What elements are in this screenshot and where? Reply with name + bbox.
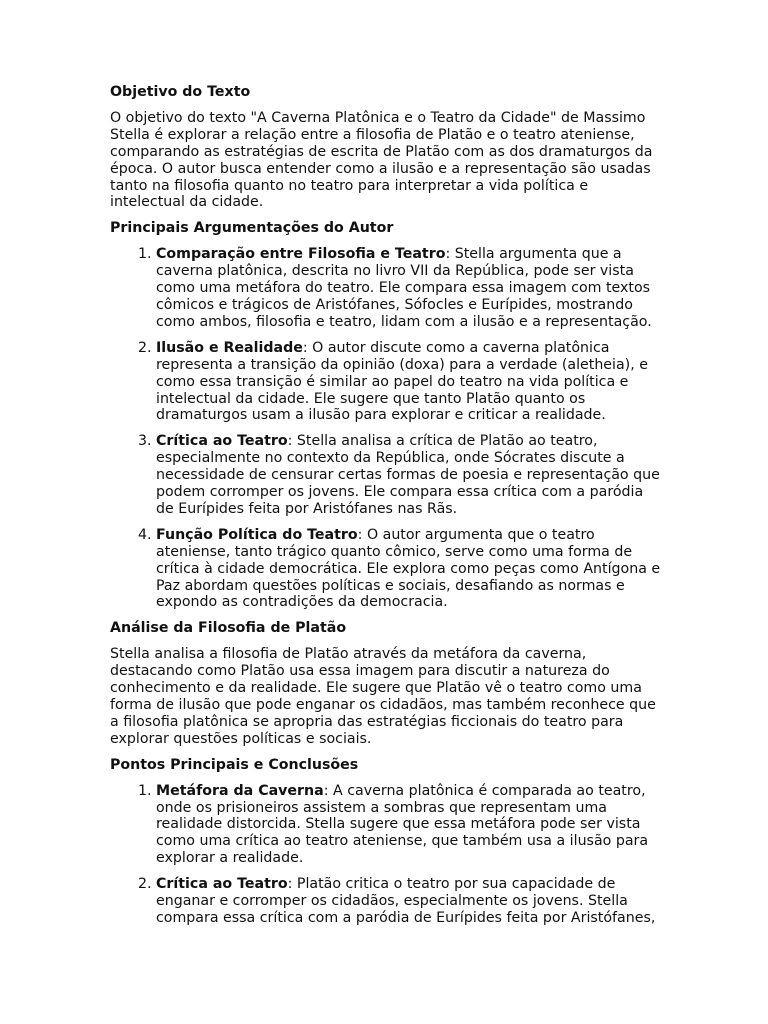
section-conclusoes	[110, 757, 662, 927]
numbered-list	[110, 246, 662, 611]
list-item-term: Comparação entre Filosofia e Teatro	[156, 246, 446, 263]
list-item-text: : Stella argumenta que a caverna platônica, descrita no livro VII da República, pode ser vista como uma metáfora do teatro. Ele compara essa imagem com textos cômicos e trágicos de Aristófanes, Sófocles e Eurípides, mostrando como ambos, filosofia e teatro, lidam com a ilusão e a representação.	[156, 246, 652, 330]
list-item	[156, 527, 662, 612]
section-analise	[110, 620, 662, 747]
list-item-text: : O autor argumenta que o teatro ateniense, tanto trágico quanto cômico, serve como uma forma de crítica à cidade democrática. Ele explora como peças como Antígona e Paz abordam questões políticas e sociais, desafiando as normas e expondo as contradições da democracia.	[156, 526, 661, 611]
list-item-term: Crítica ao Teatro	[156, 433, 288, 450]
document-page	[110, 84, 662, 936]
section-objetivo	[110, 84, 662, 211]
list-item	[156, 246, 662, 331]
list-item	[156, 433, 662, 518]
section-paragraph: Stella analisa a filosofia de Platão através da metáfora da caverna, destacando como Platão usa essa imagem para discutir a natureza do conhecimento e da realidade. Ele sugere que Platão vê o teatro como uma forma de ilusão que pode enganar os cidadãos, mas também reconhece que a filosofia platônica se apropria das estratégias ficcionais do teatro para explorar questões políticas e sociais.	[110, 646, 656, 747]
list-item-text: : Platão critica o teatro por sua capacidade de enganar e corromper os cidadãos, especialmente os jovens. Stella compara essa crítica com a paródia de Eurípides feita por Aristófanes,	[156, 876, 656, 926]
section-heading: Objetivo do Texto	[110, 84, 251, 100]
list-item-term: Ilusão e Realidade	[156, 339, 303, 356]
list-item	[156, 876, 662, 927]
section-heading: Análise da Filosofia de Platão	[110, 620, 347, 637]
section-heading: Pontos Principais e Conclusões	[110, 756, 359, 773]
section-heading: Principais Argumentações do Autor	[110, 220, 394, 237]
section-paragraph: O objetivo do texto "A Caverna Platônica e o Teatro da Cidade" de Massimo Stella é explorar a relação entre a filosofia de Platão e o teatro ateniense, comparando as estratégias de escrita de Platão com as dos dramaturgos da época. O autor busca entender como a ilusão e a representação são usadas tanto na filosofia quanto no teatro para interpretar a vida política e intelectual da cidade.	[110, 109, 653, 211]
list-item-term: Função Política do Teatro	[156, 526, 358, 543]
list-item-term: Crítica ao Teatro	[156, 876, 288, 893]
list-item-text: : Stella analisa a crítica de Platão ao teatro, especialmente no contexto da República, onde Sócrates discute a necessidade de censurar certas formas de poesia e representação que podem corromper os jovens. Ele compara essa crítica com a paródia de Eurípides feita por Aristófanes nas Rãs.	[156, 433, 660, 517]
list-item	[156, 340, 662, 425]
numbered-list	[110, 783, 662, 927]
list-item-term: Metáfora da Caverna	[156, 782, 324, 799]
list-item	[156, 783, 662, 868]
list-item-text: : A caverna platônica é comparada ao teatro, onde os prisioneiros assistem a sombras que representam uma realidade distorcida. Stella sugere que essa metáfora pode ser vista como uma crítica ao teatro ateniense, que também usa a ilusão para explorar a realidade.	[156, 782, 649, 867]
section-argumentacoes	[110, 220, 662, 611]
list-item-text: : O autor discute como a caverna platônica representa a transição da opinião (doxa) para a verdade (aletheia), e como essa transição é similar ao papel do teatro na vida política e intelectual da cidade. Ele sugere que tanto Platão quanto os dramaturgos usam a ilusão para explorar e criticar a realidade.	[156, 339, 648, 424]
